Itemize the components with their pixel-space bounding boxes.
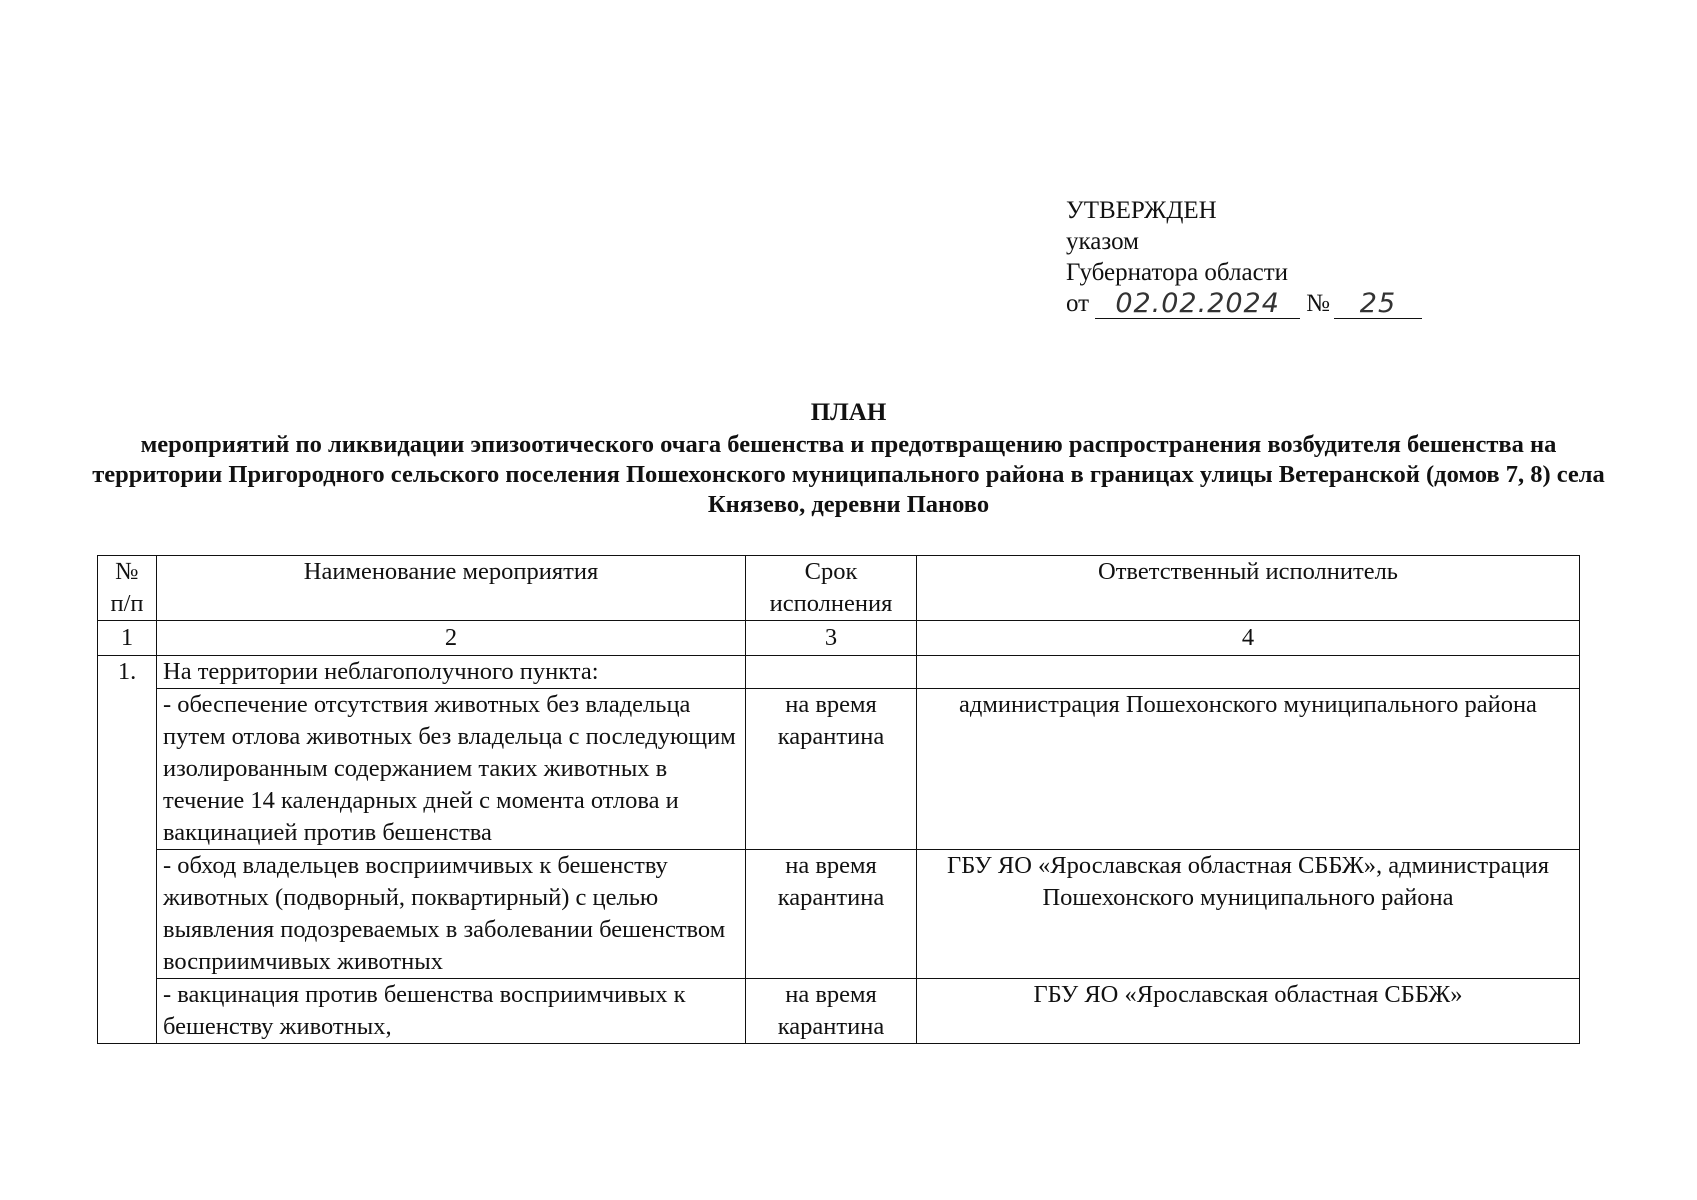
table-header-row [98, 556, 1580, 621]
responsible-cell: ГБУ ЯО «Ярославская областная СББЖ», администрация Пошехонского муниципального района [917, 850, 1580, 979]
table-row [98, 850, 1580, 979]
table-index-row [98, 621, 1580, 656]
handwritten-number: 25 [1334, 290, 1422, 319]
header-number: № п/п [98, 556, 157, 621]
term-cell: на время карантина [746, 689, 917, 850]
index-cell: 2 [157, 621, 746, 656]
date-prefix: от [1066, 290, 1090, 317]
section-number: 1. [98, 656, 157, 1044]
empty-cell [917, 656, 1580, 689]
approval-status: УТВЕРЖДЕН [1066, 197, 1217, 224]
header-activity: Наименование мероприятия [157, 556, 746, 621]
activity-cell: - обеспечение отсутствия животных без владельца путем отлова животных без владельца с последующим изолированным содержанием таких животных в течение 14 календарных дней с момента отлова и вакцинацией против бешенства [157, 689, 746, 850]
table-row [98, 656, 1580, 689]
term-cell: на время карантина [746, 850, 917, 979]
approval-authority: Губернатора области [1066, 259, 1288, 286]
handwritten-date: 02.02.2024 [1095, 290, 1300, 319]
header-term: Срок исполнения [746, 556, 917, 621]
approval-block [1066, 195, 1422, 319]
approval-by-line: указом [1066, 228, 1139, 255]
header-responsible: Ответственный исполнитель [917, 556, 1580, 621]
activity-cell: - обход владельцев восприимчивых к бешенству животных (подворный, поквартирный) с целью выявления подозреваемых в заболевании бешенством восприимчивых животных [157, 850, 746, 979]
empty-cell [746, 656, 917, 689]
plan-table [97, 555, 1580, 1044]
responsible-cell: администрация Пошехонского муниципального района [917, 689, 1580, 850]
term-cell: на время карантина [746, 979, 917, 1044]
responsible-cell: ГБУ ЯО «Ярославская областная СББЖ» [917, 979, 1580, 1044]
number-sign: № [1306, 290, 1330, 317]
index-cell: 3 [746, 621, 917, 656]
activity-cell: - вакцинация против бешенства восприимчивых к бешенству животных, [157, 979, 746, 1044]
approval-date-number [1066, 288, 1422, 319]
index-cell: 4 [917, 621, 1580, 656]
document-title: ПЛАН [810, 399, 887, 426]
document-subtitle: мероприятий по ликвидации эпизоотического очага бешенства и предотвращению распространения возбудителя бешенства на территории Пригородного сельского поселения Пошехонского муниципального района в границах улицы Ветеранской (домов 7, 8) села Князево, деревни Паново [92, 431, 1605, 518]
table-row [98, 689, 1580, 850]
section-title: На территории неблагополучного пункта: [157, 656, 746, 689]
index-cell: 1 [98, 621, 157, 656]
table-row [98, 979, 1580, 1044]
